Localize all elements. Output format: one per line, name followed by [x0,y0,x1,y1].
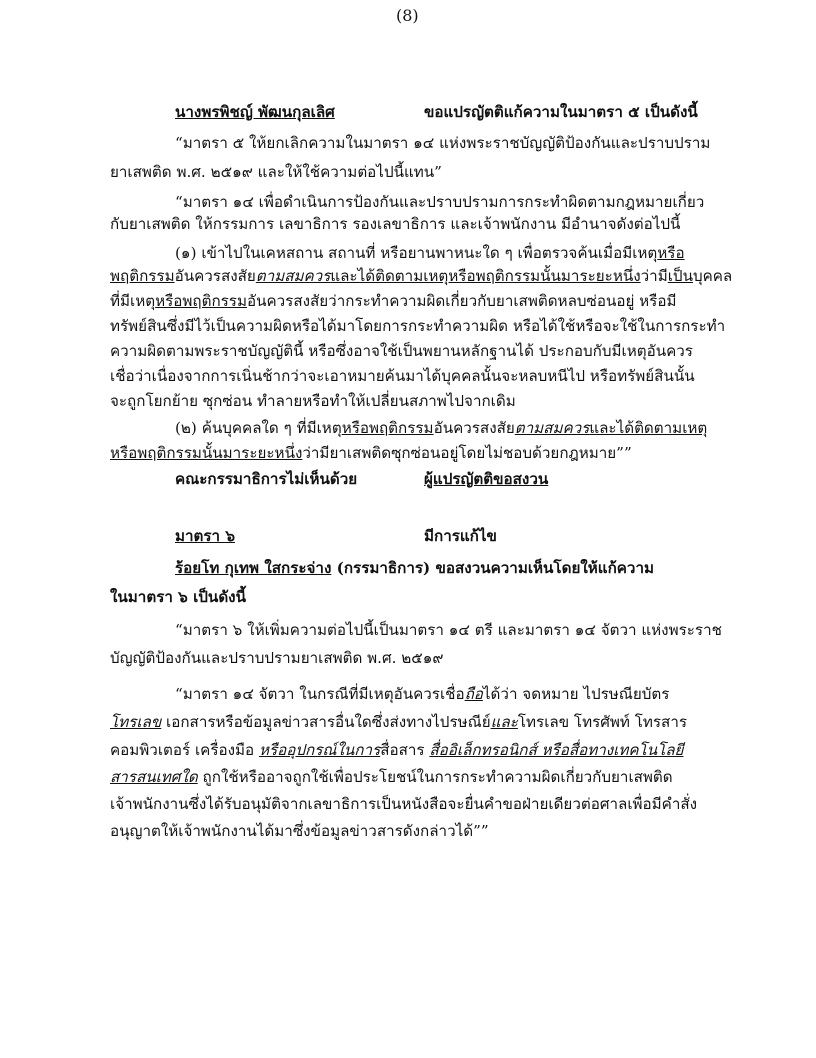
text-run: ได้ว่า จดหมาย ไปรษณียบัตร [482,685,670,703]
a1-para1-line1: “มาตรา ๕ ให้ยกเลิกความในมาตรา ๑๔ แห่งพระราชบัญญัติป้องกันและปราบปราม [175,134,711,152]
text-run: บุคคล [692,267,733,285]
text-run: อันควรสงสัย [433,419,515,437]
text-run: โทรเลข โทรศัพท์ โทรสาร [517,713,688,731]
a1-item1-line4: ทรัพย์สินซึ่งมีไว้เป็นความผิดหรือได้มาโดยการกระทำความผิด หรือได้ใช้หรือจะใช้ในการกระทำ [110,317,726,335]
a2-para2-line3 [110,740,683,760]
a1-para2-line2: กับยาเสพติด ให้กรรมการ เลขาธิการ รองเลขาธิการ และเจ้าพนักงาน มีอำนาจดังต่อไปนี้ [110,215,681,233]
text-run: สื่อสาร [380,741,430,759]
member-name: ร้อยโท กุเทพ ใสกระจ่าง [175,559,332,577]
a2-member-line1 [175,558,654,578]
a1-item1-line5: ความผิดตามพระราชบัญญัตินี้ หรือซึ่งอาจใช้เป็นพยานหลักฐานได้ ประกอบกับมีเหตุอันควร [110,342,693,360]
underlined-run: หรือพฤติกรรมนั้นมาระยะหนึ่ง [110,444,303,462]
underlined-run: และได้ติดตามเหตุ [589,419,708,437]
underlined-run: พฤติกรรม [110,267,175,285]
underlined-run: หรือพฤติกรรม [341,419,434,437]
page-number: (8) [396,6,419,25]
section-heading: มาตรา ๖ [175,527,236,545]
a1-item2-line2 [110,443,632,463]
struck-run: ถือ [464,685,483,703]
a1-item1-line6: เชื่อว่าเนื่องจากการเนิ่นช้ากว่าจะเอาหมายค้นมาได้บุคคลนั้นจะหลบหนีไป หรือทรัพย์สินนั้น [110,367,695,385]
a2-para1-line1: “มาตรา ๖ ให้เพิ่มความต่อไปนี้เป็นมาตรา ๑๔ ตรี และมาตรา ๑๔ จัตวา แห่งพระราช [175,621,722,639]
committee-position: คณะกรรมาธิการไม่เห็นด้วย [175,470,358,488]
a2-para2-line6: อนุญาตให้เจ้าพนักงานได้มาซึ่งข้อมูลข่าวสารดังกล่าวได้”” [110,822,489,840]
a1-para2-line1: “มาตรา ๑๔ เพื่อดำเนินการป้องกันและปราบปรามการกระทำผิดตามกฎหมายเกี่ยว [175,193,705,211]
struck-run: โทรเลข [110,713,162,731]
text-run: “มาตรา ๑๔ จัตวา ในกรณีที่มีเหตุอันควรเชื่อ [175,685,465,703]
text-run: (๑) เข้าไปในเคหสถาน สถานที่ หรือยานพาหนะใด ๆ เพื่อตรวจค้นเมื่อมีเหตุ [175,244,658,262]
text-run: อันควรสงสัยว่ากระทำความผิดเกี่ยวกับยาเสพติดหลบซ่อนอยู่ หรือมี [246,292,677,310]
a2-para2-line5: เจ้าพนักงานซึ่งได้รับอนุมัติจากเลขาธิการเป็นหนังสือจะยื่นคำขอฝ่ายเดียวต่อศาลเพื่อมีคำสั่ง [110,795,698,813]
a1-item1-line1 [175,243,685,263]
underlined-run: และได้ติดตามเหตุหรือพฤติกรรมนั้นมาระยะหนึ่ง [330,267,641,285]
text-run: ถูกใช้หรืออาจถูกใช้เพื่อประโยชน์ในการกระทำความผิดเกี่ยวกับยาเสพติด [197,768,673,786]
a2-para2-line1 [175,684,669,704]
text-run: ว่ามียาเสพติดซุกซ่อนอยู่โดยไม่ชอบด้วยกฎหมาย”” [302,444,632,462]
text-run: เอกสารหรือข้อมูลข่าวสารอื่นใดซึ่งส่งทางไปรษณีย์ [161,713,491,731]
text-run: คอมพิวเตอร์ เครื่องมือ [110,741,259,759]
a2-member-line2: ในมาตรา ๖ เป็นดังนี้ [110,588,246,606]
a2-para1-line2: บัญญัติป้องกันและปราบปรามยาเสพติด พ.ศ. ๒๕๑๙ [110,649,444,667]
struck-run: ตามสมควร [255,267,331,285]
proposer-name: นางพรพิชญ์ พัฒนกุลเลิศ [175,103,335,121]
a1-item1-line7: จะถูกโยกย้าย ซุกซ่อน ทำลายหรือทำให้เปลี่ยนสภาพไปจากเดิม [110,392,516,410]
proposer-line-1 [175,102,335,122]
struck-run: สื่ออิเล็กทรอนิกส์ หรือสื่อทางเทคโนโลยี [429,741,684,759]
a1-para1-line2: ยาเสพติด พ.ศ. ๒๕๑๙ และให้ใช้ความต่อไปนี้แทน” [110,163,442,181]
a1-item2-line1 [175,418,707,438]
a1-item1-line3 [110,291,676,311]
proposal-text: ขอแปรญัตติแก้ความในมาตรา ๕ เป็นดังนี้ [424,103,698,121]
a2-para2-line2 [110,712,687,732]
text-run: (๒) ค้นบุคคลใด ๆ ที่มีเหตุ [175,419,342,437]
underlined-run: หรือพฤติกรรม [155,292,247,310]
text-run: ที่มีเหตุ [110,292,156,310]
underlined-run: หรือ [657,244,685,262]
text-run: อันควรสงสัย [174,267,256,285]
text-run: ว่ามี [640,267,668,285]
a1-item1-line2 [110,266,732,286]
struck-run: สารสนเทศใด [110,768,198,786]
struck-run: ตามสมควร [514,419,590,437]
struck-run: หรืออุปกรณ์ในการ [259,741,381,759]
underlined-run: เป็น [667,267,693,285]
member-role: (กรรมาธิการ) ขอสงวนความเห็นโดยให้แก้ความ [331,559,654,577]
reservation-note: ผู้แปรญัตติขอสงวน [424,470,549,488]
section-status: มีการแก้ไข [424,527,497,545]
struck-run: และ [490,713,518,731]
a2-para2-line4 [110,767,673,787]
